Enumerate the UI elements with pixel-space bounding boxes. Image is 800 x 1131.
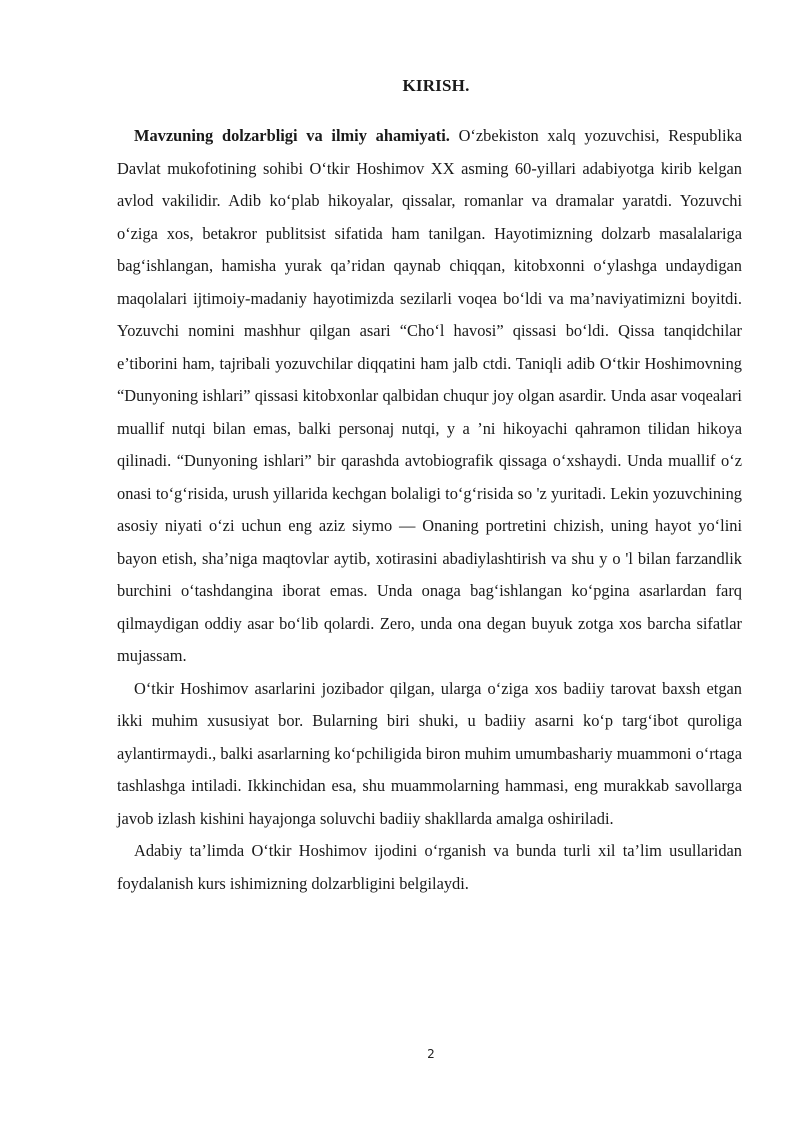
paragraph-text: O‘zbekiston xalq yozuvchisi, Respublika Davlat mukofotining sohibi O‘tkir Hoshimov XX asming 60-yillari adabiyotga kirib kelgan avlod vakilidir. Adib ko‘plab hikoyalar, qissalar, romanlar va dramalar yaratdi. Yozuvchi o‘ziga xos, betakror publitsist sifatida ham tanilgan. Hayotimizning dolzarb masalalariga bag‘ishlangan, hamisha yurak qa’ridan qaynab chiqqan, kitobxonni o‘ylashga undaydigan maqolalari ijtimoiy-madaniy hayotimizda sezilarli voqea bo‘ldi va ma’naviyatimizni boyitdi. Yozuvchi nomini mashhur qilgan asari “Cho‘l havosi” qissasi bo‘ldi. Qissa tanqidchilar e’tiborini ham, tajribali yozuvchilar diqqatini ham jalb ctdi. Taniqli adib O‘tkir Hoshimovning “Dunyoning ishlari” qissasi kitobxonlar qalbidan chuqur joy olgan asardir. Unda asar voqealari muallif nutqi bilan emas, balki personaj nutqi, y a ’ni hikoyachi qahramon tilidan hikoya qilinadi. “Dunyoning ishlari” bir qarashda avtobiografik qissaga o‘xshaydi. Unda muallif o‘z onasi to‘g‘risida, urush yillarida kechgan bolaligi to‘g‘risida so 'z yuritadi. Lekin yozuvchining asosiy niyati o‘zi uchun eng aziz siymo — Onaning portretini chizish, uning hayot yo‘lini bayon etish, sha’niga maqtovlar aytib, xotirasini abadiylashtirish va shu y o 'l bilan farzandlik burchini o‘tashdangina iborat emas. Unda onaga bag‘ishlangan ko‘pgina asarlardan farq qilmaydigan oddiy asar bo‘lib qolardi. Zero, unda ona degan buyuk zotga xos barcha sifatlar mujassam. [117,126,742,665]
paragraph-text: Adabiy ta’limda O‘tkir Hoshimov ijodini o‘rganish va bunda turli xil ta’lim usullaridan foydalanish kurs ishimizning dolzarbligini belgilaydi. [117,841,742,893]
paragraph-lead: Mavzuning dolzarbligi va ilmiy ahamiyati. [134,126,450,145]
page-number: 2 [427,1047,435,1061]
paragraph [117,673,742,836]
paragraph [117,120,742,673]
section-title: KIRISH. [402,76,470,95]
paragraph-text: O‘tkir Hoshimov asarlarini jozibador qilgan, ularga o‘ziga xos badiiy tarovat baxsh etgan ikki muhim xususiyat bor. Bularning biri shuki, u badiiy asarni ko‘p targ‘ibot quroliga aylantirmaydi., balki asarlarning ko‘pchiligida biron muhim umumbashariy muammoni o‘rtaga tashlashga intiladi. Ikkinchidan esa, shu muammolarning hammasi, eng murakkab savollarga javob izlash kishini hayajonga soluvchi badiiy shakllarda amalga oshiriladi. [117,678,742,828]
body-text [117,120,742,900]
paragraph [117,835,742,900]
